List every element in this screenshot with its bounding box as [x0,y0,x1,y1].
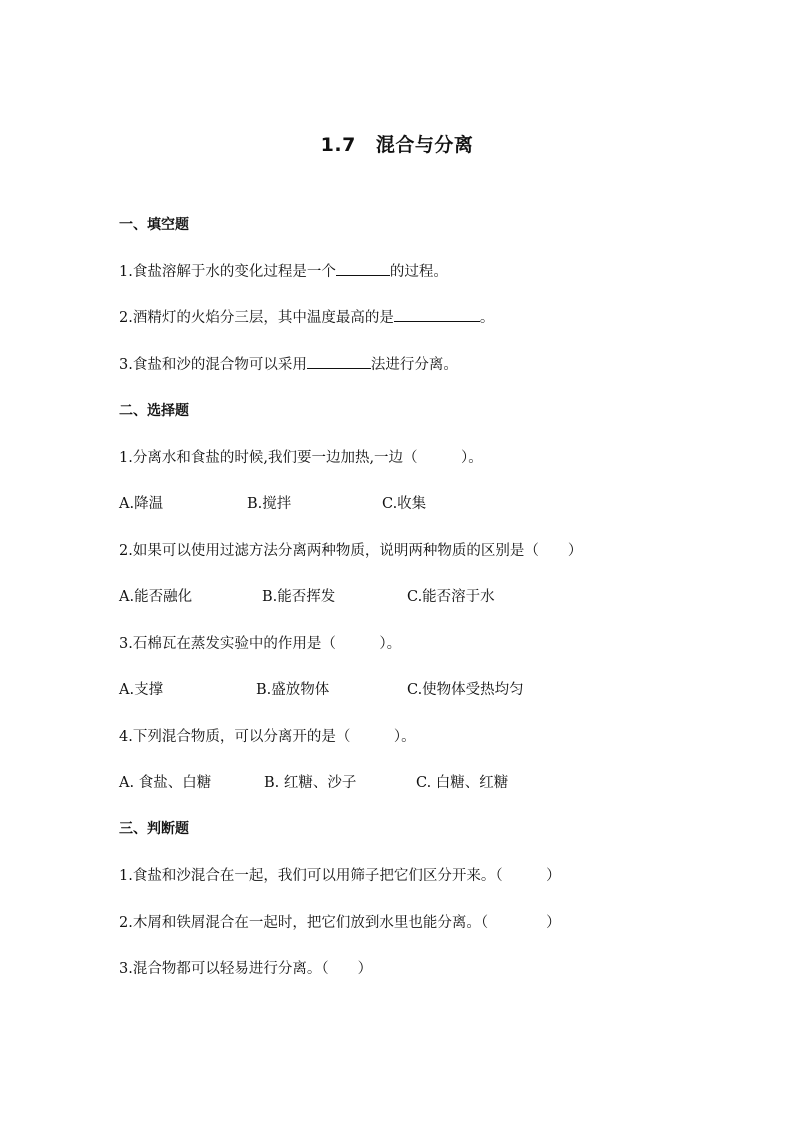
choice-question-4-options [119,771,679,793]
option-a[interactable]: A.降温 [119,496,164,512]
answer-blank[interactable] [307,356,371,369]
option-c[interactable]: C. 白糖、红糖 [416,775,509,791]
option-c[interactable]: C.能否溶于水 [407,589,495,605]
choice-question-4-stem: 4.下列混合物质，可以分离开的是（ ）。 [119,729,416,745]
section-heading-true-false: 三、判断题 [119,821,189,837]
true-false-question-3: 3.混合物都可以轻易进行分离。（ ） [119,961,373,977]
section-heading-fill-blank: 一、填空题 [119,217,189,233]
title-number: 1.7 [320,134,356,156]
title-text: 混合与分离 [375,134,474,156]
option-c[interactable]: C.使物体受热均匀 [407,682,524,698]
answer-blank[interactable] [336,263,390,276]
answer-blank[interactable] [394,309,480,322]
option-b[interactable]: B.盛放物体 [256,682,330,698]
option-b[interactable]: B.搅拌 [247,496,292,512]
option-a[interactable]: A.支撑 [119,682,164,698]
fill-blank-question-3: 3.食盐和沙的混合物可以采用 法进行分离。 [119,357,458,373]
choice-question-1-options [119,492,679,514]
fill-blank-question-1: 1.食盐溶解于水的变化过程是一个 的过程。 [119,264,448,280]
choice-question-2-stem: 2.如果可以使用过滤方法分离两种物质，说明两种物质的区别是（ ） [119,543,583,559]
choice-question-3-options [119,678,679,700]
option-a[interactable]: A. 食盐、白糖 [119,775,212,791]
option-b[interactable]: B.能否挥发 [262,589,336,605]
choice-question-2-options [119,585,679,607]
choice-question-1-stem: 1.分离水和食盐的时候,我们要一边加热,一边（ ）。 [119,450,483,466]
fill-blank-question-2: 2.酒精灯的火焰分三层，其中温度最高的是 。 [119,310,495,326]
true-false-question-2: 2.木屑和铁屑混合在一起时，把它们放到水里也能分离。（ ） [119,915,561,931]
section-heading-multiple-choice: 二、选择题 [119,403,189,419]
choice-question-3-stem: 3.石棉瓦在蒸发实验中的作用是（ ）。 [119,636,402,652]
true-false-question-1: 1.食盐和沙混合在一起，我们可以用筛子把它们区分开来。（ ） [119,868,561,884]
option-a[interactable]: A.能否融化 [119,589,193,605]
page-title [0,130,794,157]
option-b[interactable]: B. 红糖、沙子 [264,775,357,791]
option-c[interactable]: C.收集 [382,496,427,512]
